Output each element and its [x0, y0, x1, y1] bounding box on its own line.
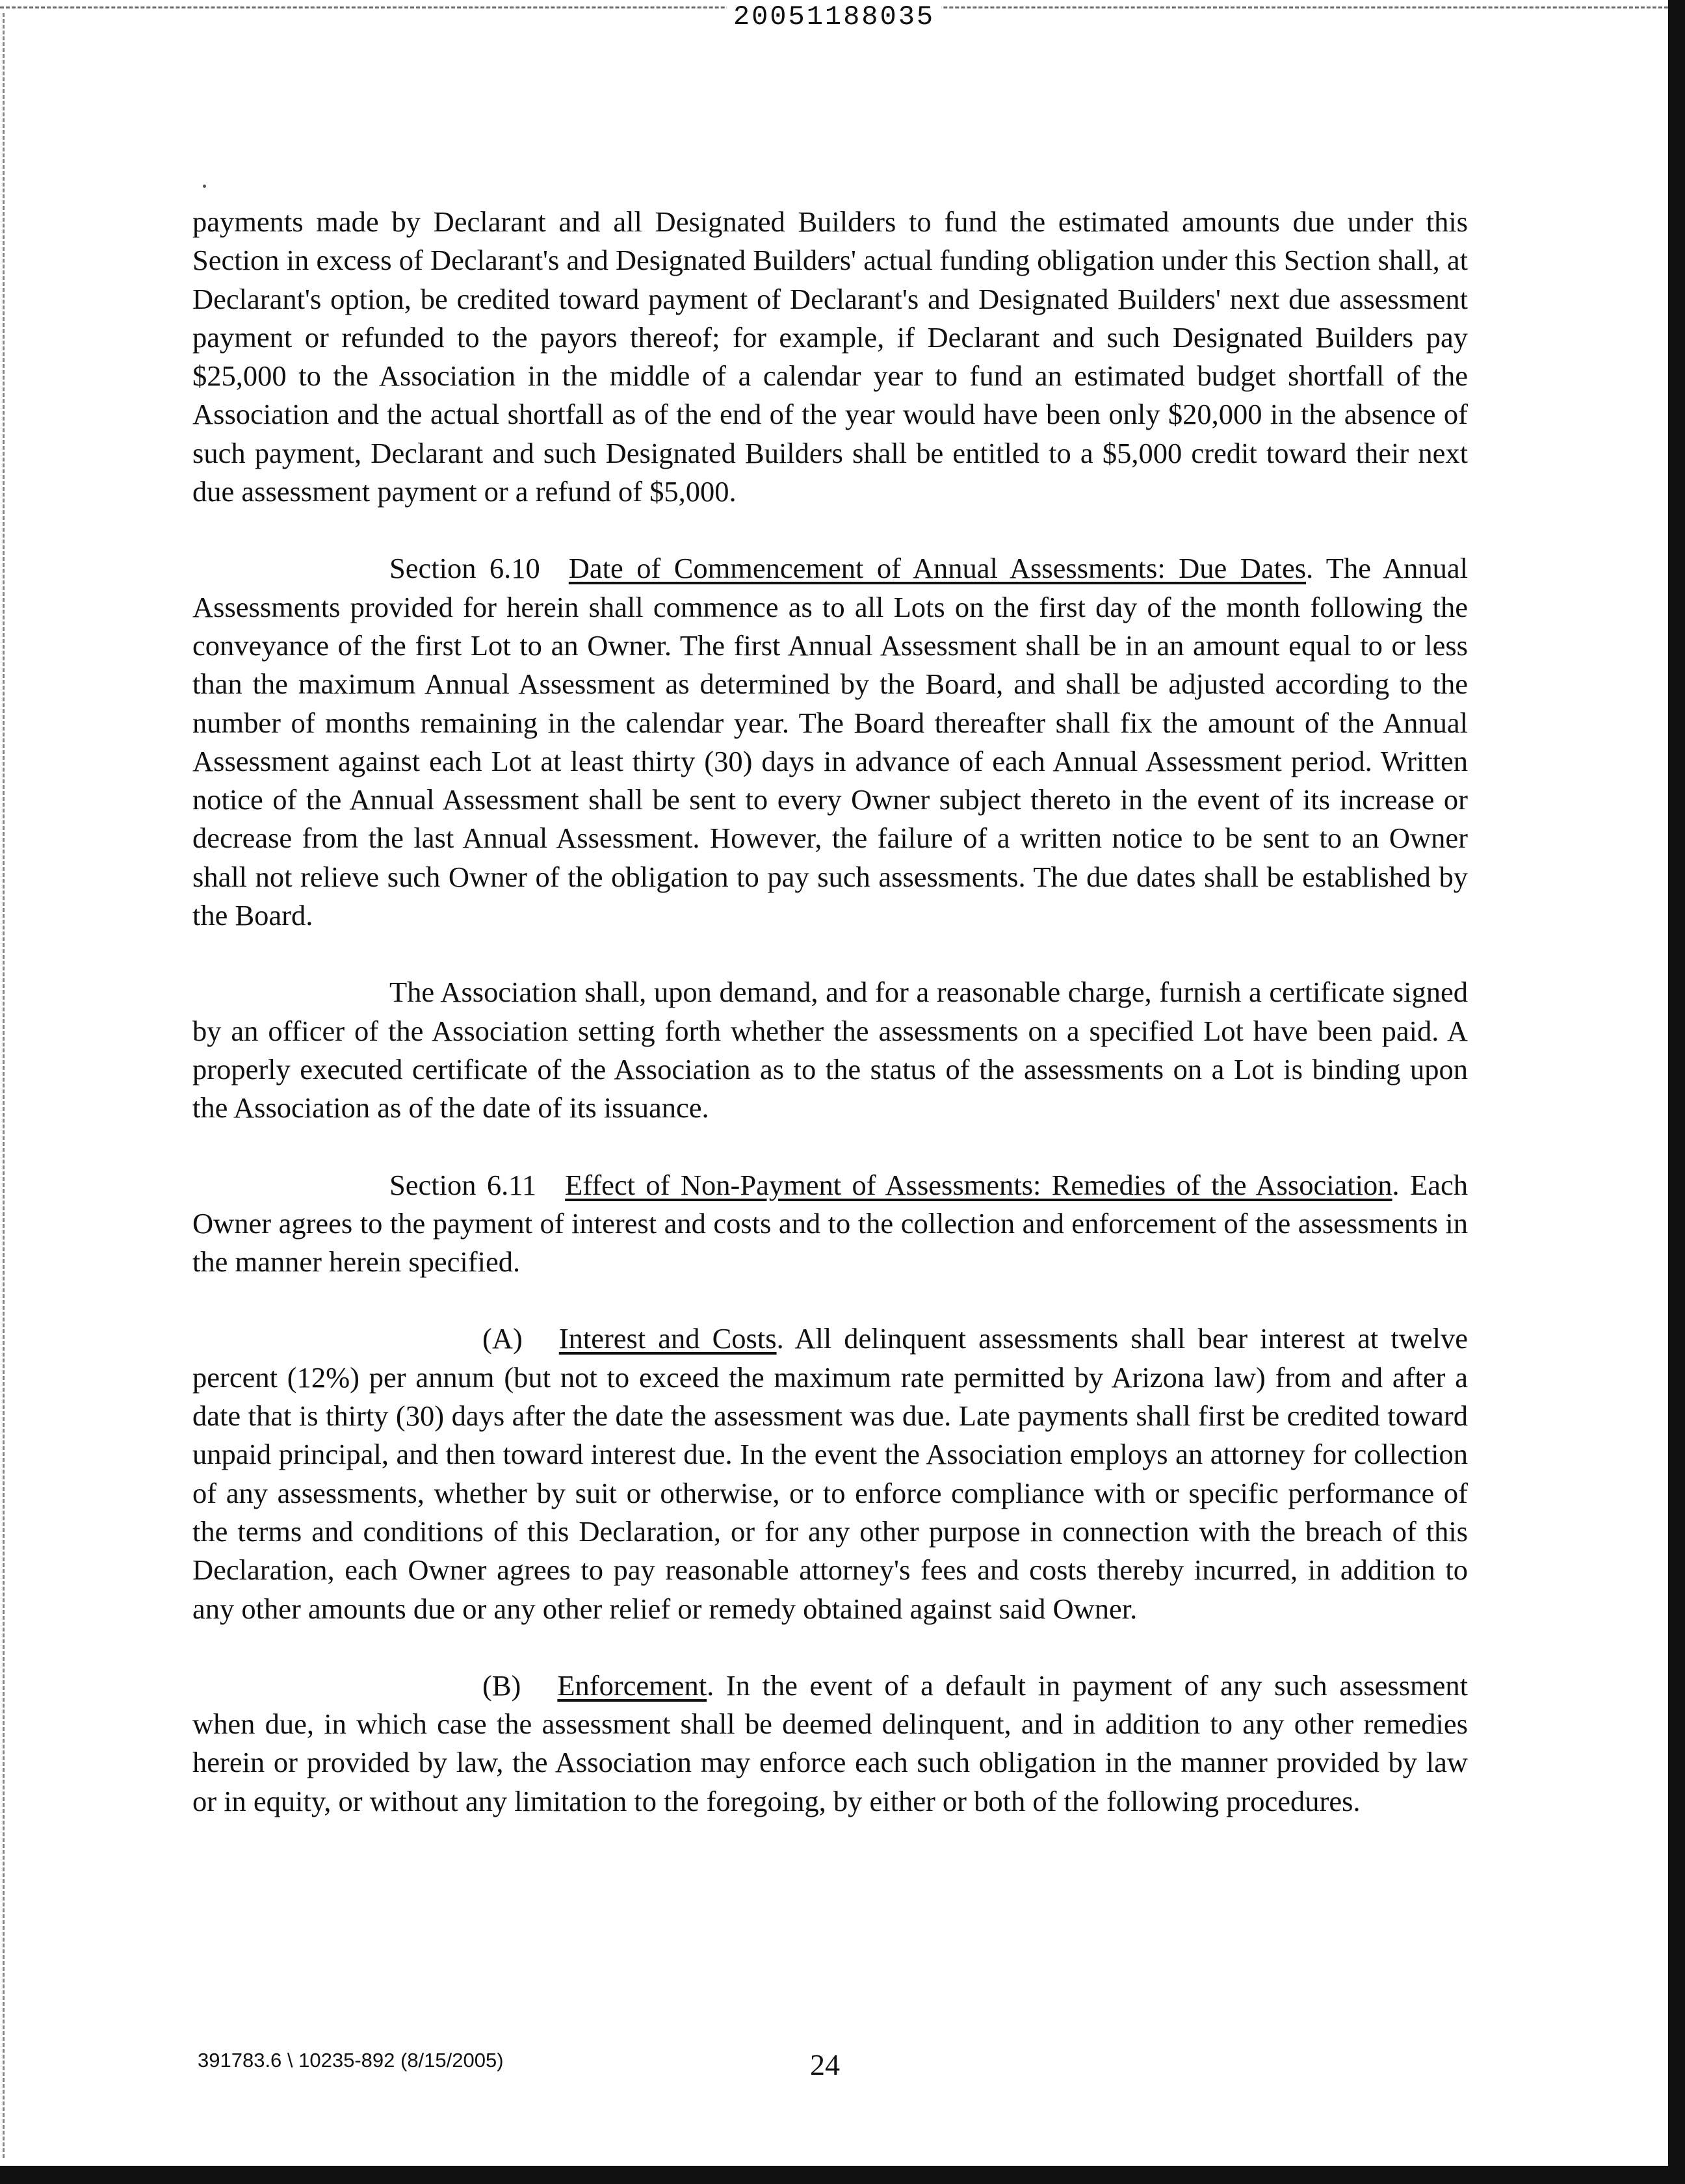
footer-document-id: 391783.6 \ 10235-892 (8/15/2005) [198, 2049, 504, 2072]
recording-number-text: 20051188035 [727, 1, 941, 32]
paragraph-funding-credit: payments made by Declarant and all Designated Builders to fund the estimated amounts due under this Section in excess of Declarant's and Designated Builders' actual funding obligation under this Section shall, at Declarant's option, be credited toward payment of Declarant's and Designated Builders' next due assessment payment or refunded to the payors thereof; for example, if Declarant and such Designated Builders pay $25,000 to the Association in the middle of a calendar year to fund an estimated budget shortfall of the Association and the actual shortfall as of the end of the year would have been only $20,000 in the absence of such payment, Declarant and such Designated Builders shall be entitled to a $5,000 credit toward their next due assessment payment or a refund of $5,000. [192, 205, 1468, 508]
section-6-11-label: Section 6.11 [389, 1168, 537, 1201]
subsection-b-label: (B) [482, 1669, 521, 1702]
subsection-b-body: . In the event of a default in payment of any such assessment when due, in which case the assessment shall be deemed delinquent, and in addition to any other remedies herein or provided by law, the Association may enforce each such obligation in the manner provided by law or in equity, or without any limitation to the foregoing, by either or both of the following procedures. [192, 1669, 1468, 1817]
scan-right-border [1668, 0, 1685, 2184]
paragraph-certificate: The Association shall, upon demand, and for a reasonable charge, furnish a certificate signed by an officer of the Association setting forth whether the assessments on a specified Lot have been paid. A properly executed certificate of the Association as to the status of the assessments on a Lot is binding upon the Association as of the date of its issuance. [192, 976, 1468, 1124]
subsection-b [192, 1667, 1468, 1821]
section-6-11-title: Effect of Non-Payment of Assessments: Remedies of the Association [565, 1168, 1392, 1201]
document-body [192, 203, 1468, 1821]
section-6-10-label: Section 6.10 [389, 552, 540, 585]
section-6-11 [192, 1166, 1468, 1282]
scan-bottom-border [0, 2166, 1685, 2184]
section-6-10 [192, 549, 1468, 935]
scan-speck [203, 185, 206, 188]
section-6-10-title: Date of Commencement of Annual Assessments: Due Dates [568, 552, 1307, 585]
subsection-a-body: . All delinquent assessments shall bear interest at twelve percent (12%) per annum (but not to exceed the maximum rate permitted by Arizona law) from and after a date that is thirty (30) days after the date the assessment was due. Late payments shall first be credited toward unpaid principal, and then toward interest due. In the event the Association employs an attorney for collection of any assessments, whether by suit or otherwise, or to enforce compliance with or specific performance of the terms and conditions of this Declaration, or for any other purpose in connection with the breach of this Declaration, each Owner agrees to pay reasonable attorney's fees and costs thereby incurred, in addition to any other amounts due or any other relief or remedy obtained against said Owner. [192, 1322, 1468, 1625]
subsection-a-title: Interest and Costs [558, 1322, 777, 1355]
subsection-b-title: Enforcement [557, 1669, 707, 1702]
subsection-a-label: (A) [482, 1322, 523, 1355]
recording-number [0, 1, 1668, 32]
section-6-11-body: . Each Owner agrees to the payment of interest and costs and to the collection and enforcement of the assessments in the manner herein specified. [192, 1168, 1469, 1279]
scan-left-edge [3, 13, 5, 2158]
section-6-10-body: . The Annual Assessments provided for herein shall commence as to all Lots on the first day of the month following the conveyance of the first Lot to an Owner. The first Annual Assessment shall be in an amount equal to or less than the maximum Annual Assessment as determined by the Board, and shall be adjusted according to the number of months remaining in the calendar year. The Board thereafter shall fix the amount of the Annual Assessment against each Lot at least thirty (30) days in advance of each Annual Assessment period. Written notice of the Annual Assessment shall be sent to every Owner subject thereto in the event of its increase or decrease from the last Annual Assessment. However, the failure of a written notice to be sent to an Owner shall not relieve such Owner of the obligation to pay such assessments. The due dates shall be established by the Board. [192, 552, 1468, 932]
subsection-a [192, 1320, 1468, 1628]
page-number: 24 [810, 2048, 840, 2081]
